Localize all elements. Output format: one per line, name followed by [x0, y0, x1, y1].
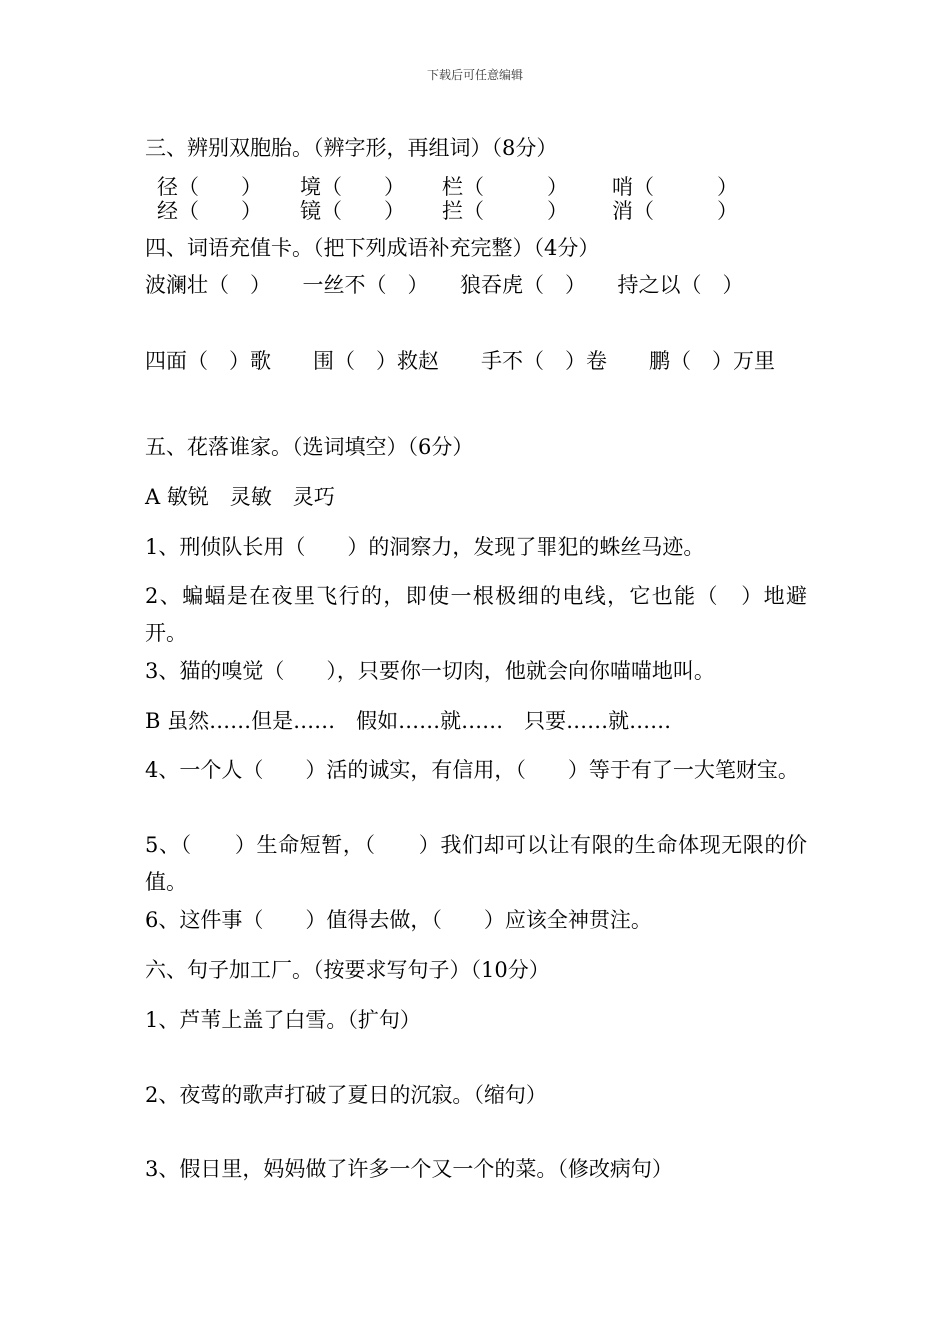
question-6-3: 3、假日里，妈妈做了许多一个又一个的菜。（修改病句）	[145, 1157, 673, 1181]
word-pair-cell: 栏（ ）	[442, 175, 568, 199]
question-5-4: 4、一个人（ ）活的诚实，有信用，（ ）等于有了一大笔财宝。	[145, 758, 799, 782]
word-pair-cell: 经（ ）	[157, 199, 262, 223]
question-6-2: 2、夜莺的歌声打破了夏日的沉寂。（缩句）	[145, 1083, 547, 1107]
question-5-5: 5、（ ）生命短暂，（ ）我们却可以让有限的生命体现无限的价值。	[145, 833, 807, 894]
word-pair-cell: 拦（ ）	[442, 199, 568, 223]
section5-group-a: A 敏锐 灵敏 灵巧	[145, 485, 335, 509]
word-pair-cell: 境（ ）	[300, 175, 405, 199]
section4-title: 四、词语充值卡。（把下列成语补充完整）（4分）	[145, 236, 600, 260]
section4-idioms-line1: 波澜壮（ ） 一丝不（ ） 狼吞虎（ ） 持之以（ ）	[145, 273, 744, 297]
section6-title: 六、句子加工厂。（按要求写句子）（10分）	[145, 958, 550, 982]
page-header-note: 下载后可任意编辑	[426, 68, 523, 82]
section4-idioms-line2: 四面（ ）歌 围（ ）救赵 手不（ ）卷 鹏（ ）万里	[145, 349, 775, 373]
question-6-1: 1、芦苇上盖了白雪。（扩句）	[145, 1008, 421, 1032]
section5-group-b: B 虽然……但是…… 假如……就…… 只要……就……	[145, 709, 672, 733]
question-5-2: 2、蝙蝠是在夜里飞行的，即使一根极细的电线，它也能（ ）地避开。	[145, 584, 807, 645]
question-5-3: 3、猫的嗅觉（ ），只要你一切肉，他就会向你喵喵地叫。	[145, 659, 715, 683]
word-pair-cell: 哨（ ）	[612, 175, 738, 199]
section5-title: 五、花落谁家。（选词填空）（6分）	[145, 435, 474, 459]
word-pair-cell: 镜（ ）	[300, 199, 405, 223]
question-5-1: 1、刑侦队长用（ ）的洞察力，发现了罪犯的蛛丝马迹。	[145, 535, 705, 559]
question-5-6: 6、这件事（ ）值得去做，（ ）应该全神贯注。	[145, 908, 652, 932]
section3-title: 三、辨别双胞胎。（辨字形，再组词）（8分）	[145, 136, 558, 160]
word-pair-cell: 消（ ）	[612, 199, 738, 223]
word-pair-cell: 径（ ）	[157, 175, 262, 199]
